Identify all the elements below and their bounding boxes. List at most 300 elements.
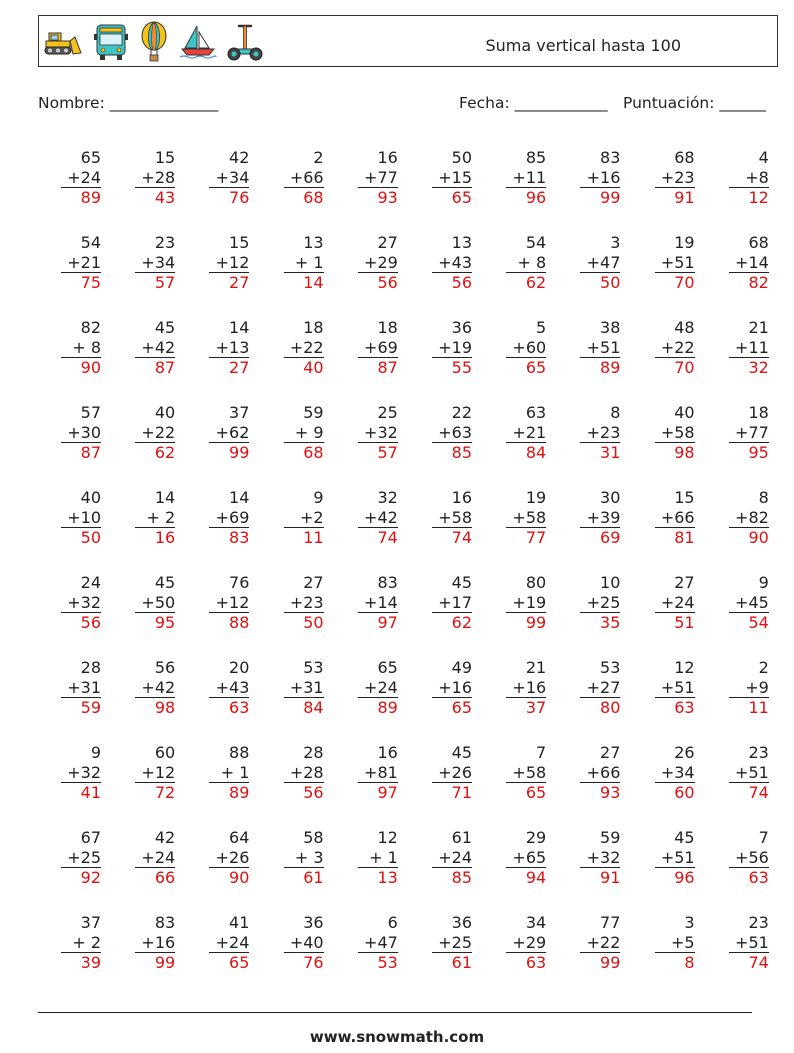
addend-top: 45 bbox=[154, 318, 176, 337]
addition-problem bbox=[358, 403, 398, 463]
addend-bottom: +30 bbox=[61, 423, 101, 444]
addend-top: 18 bbox=[303, 318, 324, 337]
addition-problem bbox=[135, 828, 175, 888]
addend-top: 57 bbox=[80, 403, 101, 422]
addend-bottom: +22 bbox=[655, 338, 695, 359]
answer: 60 bbox=[674, 783, 695, 802]
addend-top: 48 bbox=[674, 318, 695, 337]
addend-top: 65 bbox=[80, 148, 101, 167]
answer: 87 bbox=[80, 443, 101, 462]
addend-top: 27 bbox=[674, 573, 695, 592]
addend-bottom: +16 bbox=[506, 678, 546, 699]
addend-bottom: +25 bbox=[432, 933, 472, 954]
addend-top: 38 bbox=[600, 318, 621, 337]
addition-problem bbox=[284, 148, 324, 208]
addition-problem bbox=[61, 233, 101, 293]
answer: 62 bbox=[525, 273, 547, 292]
addend-top: 9 bbox=[90, 743, 101, 762]
addend-top: 23 bbox=[748, 913, 769, 932]
addend-top: 27 bbox=[600, 743, 621, 762]
answer: 12 bbox=[748, 188, 769, 207]
addend-top: 18 bbox=[748, 403, 769, 422]
addend-top: 36 bbox=[303, 913, 324, 932]
addend-top: 53 bbox=[303, 658, 324, 677]
addition-problem bbox=[580, 743, 620, 803]
addition-problem bbox=[729, 403, 769, 463]
addition-problem bbox=[580, 913, 620, 973]
answer: 35 bbox=[600, 613, 621, 632]
addend-bottom: +47 bbox=[358, 933, 398, 954]
addition-problem bbox=[580, 403, 620, 463]
addition-problem bbox=[61, 318, 101, 378]
addend-bottom: +28 bbox=[284, 763, 324, 784]
answer: 99 bbox=[600, 188, 621, 207]
addition-problem bbox=[432, 743, 472, 803]
addition-problem bbox=[284, 913, 324, 973]
name-field[interactable]: Nombre: ______________ bbox=[38, 94, 219, 112]
date-field[interactable]: Fecha: ____________ bbox=[459, 94, 608, 112]
sailboat-icon bbox=[179, 24, 217, 60]
addition-problem bbox=[284, 403, 324, 463]
addition-problem bbox=[432, 148, 472, 208]
addition-problem bbox=[61, 573, 101, 633]
addend-bottom: +19 bbox=[432, 338, 472, 359]
answer: 63 bbox=[229, 698, 250, 717]
answer: 99 bbox=[600, 953, 621, 972]
addend-top: 68 bbox=[748, 233, 769, 252]
addition-problem bbox=[729, 743, 769, 803]
addition-problem bbox=[284, 318, 324, 378]
addend-top: 14 bbox=[229, 488, 250, 507]
answer: 62 bbox=[451, 613, 472, 632]
answer: 72 bbox=[154, 783, 176, 802]
addend-top: 2 bbox=[313, 148, 324, 167]
addend-top: 67 bbox=[80, 828, 101, 847]
addition-problem bbox=[729, 828, 769, 888]
answer: 65 bbox=[451, 188, 472, 207]
answer: 63 bbox=[748, 868, 769, 887]
answer: 89 bbox=[600, 358, 621, 377]
addend-bottom: +24 bbox=[432, 848, 472, 869]
answer: 87 bbox=[377, 358, 398, 377]
answer: 74 bbox=[377, 528, 398, 547]
answer: 68 bbox=[303, 443, 324, 462]
addend-bottom: +16 bbox=[135, 933, 175, 954]
answer: 96 bbox=[525, 188, 547, 207]
addend-bottom: +23 bbox=[580, 423, 620, 444]
addition-problem bbox=[506, 573, 546, 633]
addend-top: 16 bbox=[377, 743, 398, 762]
addend-bottom: + 2 bbox=[61, 933, 101, 954]
addend-bottom: +62 bbox=[209, 423, 249, 444]
answer: 50 bbox=[80, 528, 101, 547]
addend-top: 34 bbox=[525, 913, 547, 932]
answer: 93 bbox=[600, 783, 621, 802]
answer: 90 bbox=[229, 868, 250, 887]
addition-problem bbox=[432, 318, 472, 378]
addend-bottom: + 8 bbox=[506, 253, 546, 274]
addend-top: 53 bbox=[600, 658, 621, 677]
answer: 40 bbox=[303, 358, 324, 377]
addition-problem bbox=[61, 488, 101, 548]
addend-bottom: +42 bbox=[135, 678, 175, 699]
addend-bottom: +12 bbox=[209, 253, 249, 274]
addend-top: 21 bbox=[525, 658, 547, 677]
addend-top: 10 bbox=[600, 573, 621, 592]
addend-bottom: +24 bbox=[655, 593, 695, 614]
addend-bottom: +15 bbox=[432, 168, 472, 189]
addition-problem bbox=[135, 233, 175, 293]
addend-bottom: +21 bbox=[506, 423, 546, 444]
addend-top: 22 bbox=[451, 403, 472, 422]
answer: 99 bbox=[154, 953, 176, 972]
addend-bottom: +31 bbox=[284, 678, 324, 699]
addend-bottom: +51 bbox=[655, 848, 695, 869]
addition-problem bbox=[135, 658, 175, 718]
addend-bottom: +69 bbox=[358, 338, 398, 359]
answer: 61 bbox=[451, 953, 472, 972]
addend-bottom: +24 bbox=[209, 933, 249, 954]
answer: 59 bbox=[80, 698, 101, 717]
answer: 99 bbox=[229, 443, 250, 462]
addend-top: 77 bbox=[600, 913, 621, 932]
addend-top: 18 bbox=[377, 318, 398, 337]
addend-bottom: +23 bbox=[284, 593, 324, 614]
addend-top: 14 bbox=[229, 318, 250, 337]
addition-problem bbox=[506, 148, 546, 208]
addend-top: 83 bbox=[600, 148, 621, 167]
addition-problem bbox=[655, 828, 695, 888]
addend-bottom: +31 bbox=[61, 678, 101, 699]
addend-bottom: +34 bbox=[135, 253, 175, 274]
addend-top: 12 bbox=[674, 658, 695, 677]
addend-top: 65 bbox=[377, 658, 398, 677]
addend-bottom: + 1 bbox=[209, 763, 249, 784]
answer: 71 bbox=[451, 783, 472, 802]
addend-bottom: +11 bbox=[729, 338, 769, 359]
addend-bottom: +45 bbox=[729, 593, 769, 614]
addition-problem bbox=[580, 573, 620, 633]
addend-bottom: +43 bbox=[432, 253, 472, 274]
addition-problem bbox=[729, 148, 769, 208]
addition-problem bbox=[209, 233, 249, 293]
addend-top: 23 bbox=[748, 743, 769, 762]
addition-problem bbox=[580, 148, 620, 208]
addend-top: 15 bbox=[154, 148, 176, 167]
addition-problem bbox=[135, 573, 175, 633]
addend-top: 4 bbox=[758, 148, 769, 167]
addend-top: 42 bbox=[154, 828, 176, 847]
addition-problem bbox=[580, 233, 620, 293]
answer: 74 bbox=[451, 528, 472, 547]
addend-top: 26 bbox=[674, 743, 695, 762]
addend-top: 45 bbox=[674, 828, 695, 847]
addend-bottom: +24 bbox=[358, 678, 398, 699]
addend-top: 15 bbox=[674, 488, 695, 507]
addend-bottom: +23 bbox=[655, 168, 695, 189]
addend-top: 58 bbox=[303, 828, 324, 847]
answer: 16 bbox=[154, 528, 176, 547]
answer: 98 bbox=[154, 698, 176, 717]
answer: 77 bbox=[525, 528, 547, 547]
answer: 13 bbox=[377, 868, 398, 887]
addition-problem bbox=[506, 233, 546, 293]
addend-top: 28 bbox=[303, 743, 324, 762]
addend-top: 56 bbox=[154, 658, 176, 677]
answer: 61 bbox=[303, 868, 324, 887]
addend-bottom: +82 bbox=[729, 508, 769, 529]
addend-bottom: +29 bbox=[358, 253, 398, 274]
answer: 68 bbox=[303, 188, 324, 207]
addend-bottom: +32 bbox=[358, 423, 398, 444]
addend-top: 13 bbox=[451, 233, 472, 252]
addend-bottom: +40 bbox=[284, 933, 324, 954]
answer: 80 bbox=[600, 698, 621, 717]
addition-problem bbox=[655, 233, 695, 293]
answer: 55 bbox=[451, 358, 472, 377]
addend-top: 24 bbox=[80, 573, 101, 592]
answer: 65 bbox=[525, 783, 547, 802]
addend-bottom: +13 bbox=[209, 338, 249, 359]
addend-bottom: +66 bbox=[284, 168, 324, 189]
answer: 57 bbox=[154, 273, 176, 292]
addend-top: 2 bbox=[758, 658, 769, 677]
addition-problem bbox=[580, 318, 620, 378]
addition-problem bbox=[655, 488, 695, 548]
addition-problem bbox=[209, 743, 249, 803]
addend-bottom: +12 bbox=[135, 763, 175, 784]
addend-top: 45 bbox=[154, 573, 176, 592]
addend-bottom: +19 bbox=[506, 593, 546, 614]
addition-problem bbox=[506, 743, 546, 803]
addend-bottom: +11 bbox=[506, 168, 546, 189]
addend-top: 36 bbox=[451, 318, 472, 337]
addition-problem bbox=[358, 233, 398, 293]
addend-top: 68 bbox=[674, 148, 695, 167]
addend-top: 25 bbox=[377, 403, 398, 422]
addition-problem bbox=[284, 828, 324, 888]
addend-top: 80 bbox=[525, 573, 547, 592]
answer: 91 bbox=[674, 188, 695, 207]
addend-bottom: +51 bbox=[655, 253, 695, 274]
answer: 89 bbox=[377, 698, 398, 717]
answer: 82 bbox=[748, 273, 769, 292]
addend-bottom: +27 bbox=[580, 678, 620, 699]
answer: 65 bbox=[229, 953, 250, 972]
answer: 83 bbox=[229, 528, 250, 547]
addition-problem bbox=[506, 318, 546, 378]
answer: 89 bbox=[229, 783, 250, 802]
header-box bbox=[38, 15, 778, 67]
addition-problem bbox=[358, 743, 398, 803]
addition-problem bbox=[61, 148, 101, 208]
addend-bottom: +50 bbox=[135, 593, 175, 614]
answer: 63 bbox=[674, 698, 695, 717]
answer: 96 bbox=[674, 868, 695, 887]
answer: 76 bbox=[229, 188, 250, 207]
addition-problem bbox=[284, 658, 324, 718]
score-field[interactable]: Puntuación: ______ bbox=[623, 94, 766, 112]
addition-problem bbox=[729, 233, 769, 293]
addend-top: 9 bbox=[758, 573, 769, 592]
addend-bottom: +26 bbox=[209, 848, 249, 869]
addend-bottom: +56 bbox=[729, 848, 769, 869]
addend-top: 14 bbox=[154, 488, 176, 507]
answer: 37 bbox=[525, 698, 547, 717]
addition-problem bbox=[580, 658, 620, 718]
addend-bottom: +51 bbox=[655, 678, 695, 699]
addend-top: 21 bbox=[748, 318, 769, 337]
addend-top: 27 bbox=[377, 233, 398, 252]
addend-top: 41 bbox=[229, 913, 250, 932]
answer: 32 bbox=[748, 358, 769, 377]
addend-bottom: +2 bbox=[284, 508, 324, 529]
addend-top: 83 bbox=[377, 573, 398, 592]
addend-top: 15 bbox=[229, 233, 250, 252]
answer: 41 bbox=[80, 783, 101, 802]
addition-problem bbox=[135, 403, 175, 463]
footer-divider bbox=[38, 1012, 752, 1013]
answer: 54 bbox=[748, 613, 769, 632]
addition-problem bbox=[358, 488, 398, 548]
answer: 65 bbox=[451, 698, 472, 717]
addend-top: 82 bbox=[80, 318, 101, 337]
addend-bottom: +42 bbox=[358, 508, 398, 529]
answer: 27 bbox=[229, 273, 250, 292]
addition-problem bbox=[358, 828, 398, 888]
addend-bottom: +77 bbox=[729, 423, 769, 444]
answer: 95 bbox=[748, 443, 769, 462]
addend-bottom: +58 bbox=[655, 423, 695, 444]
addition-problem bbox=[284, 233, 324, 293]
addend-top: 8 bbox=[758, 488, 769, 507]
footer-website: www.snowmath.com bbox=[309, 1028, 485, 1046]
addend-bottom: +14 bbox=[358, 593, 398, 614]
answer: 39 bbox=[80, 953, 101, 972]
addend-bottom: +39 bbox=[580, 508, 620, 529]
addend-bottom: +26 bbox=[432, 763, 472, 784]
answer: 56 bbox=[80, 613, 101, 632]
addend-top: 54 bbox=[80, 233, 101, 252]
answer: 57 bbox=[377, 443, 398, 462]
addition-problem bbox=[284, 743, 324, 803]
addition-problem bbox=[135, 488, 175, 548]
addend-top: 49 bbox=[451, 658, 472, 677]
answer: 84 bbox=[525, 443, 547, 462]
addend-bottom: +22 bbox=[284, 338, 324, 359]
addition-problem bbox=[729, 573, 769, 633]
addition-problem bbox=[432, 403, 472, 463]
addition-problem bbox=[135, 743, 175, 803]
addition-problem bbox=[655, 743, 695, 803]
addend-bottom: +32 bbox=[580, 848, 620, 869]
addition-problem bbox=[432, 913, 472, 973]
addend-bottom: +5 bbox=[655, 933, 695, 954]
addend-top: 3 bbox=[684, 913, 695, 932]
answer: 90 bbox=[80, 358, 101, 377]
addend-bottom: +10 bbox=[61, 508, 101, 529]
answer: 66 bbox=[154, 868, 176, 887]
addition-problem bbox=[729, 318, 769, 378]
answer: 50 bbox=[600, 273, 621, 292]
answer: 70 bbox=[674, 358, 695, 377]
answer: 75 bbox=[80, 273, 101, 292]
answer: 81 bbox=[674, 528, 695, 547]
addend-top: 6 bbox=[387, 913, 398, 932]
addend-bottom: + 1 bbox=[358, 848, 398, 869]
addend-top: 16 bbox=[451, 488, 472, 507]
answer: 8 bbox=[684, 953, 695, 972]
addition-problem bbox=[506, 403, 546, 463]
answer: 94 bbox=[525, 868, 547, 887]
addend-bottom: +29 bbox=[506, 933, 546, 954]
addend-top: 19 bbox=[525, 488, 547, 507]
addition-problem bbox=[655, 403, 695, 463]
addition-problem bbox=[729, 658, 769, 718]
addition-problem bbox=[432, 233, 472, 293]
answer: 43 bbox=[154, 188, 176, 207]
addition-problem bbox=[209, 148, 249, 208]
answer: 31 bbox=[600, 443, 621, 462]
addition-problem bbox=[432, 488, 472, 548]
addend-bottom: +58 bbox=[432, 508, 472, 529]
addition-problem bbox=[209, 318, 249, 378]
addition-problem bbox=[358, 658, 398, 718]
addition-problem bbox=[506, 488, 546, 548]
addend-top: 7 bbox=[758, 828, 769, 847]
addend-top: 12 bbox=[377, 828, 398, 847]
addition-problem bbox=[284, 573, 324, 633]
addend-top: 29 bbox=[525, 828, 547, 847]
addition-problem bbox=[729, 488, 769, 548]
addend-top: 40 bbox=[80, 488, 101, 507]
addend-bottom: + 3 bbox=[284, 848, 324, 869]
answer: 51 bbox=[674, 613, 695, 632]
addend-top: 40 bbox=[154, 403, 176, 422]
addend-bottom: + 1 bbox=[284, 253, 324, 274]
addend-bottom: + 2 bbox=[135, 508, 175, 529]
addend-bottom: +51 bbox=[580, 338, 620, 359]
addend-bottom: +60 bbox=[506, 338, 546, 359]
answer: 85 bbox=[451, 443, 472, 462]
answer: 14 bbox=[303, 273, 324, 292]
addition-problem bbox=[655, 318, 695, 378]
addend-bottom: +32 bbox=[61, 593, 101, 614]
answer: 85 bbox=[451, 868, 472, 887]
addend-bottom: +28 bbox=[135, 168, 175, 189]
addition-problem bbox=[209, 658, 249, 718]
answer: 76 bbox=[303, 953, 324, 972]
answer: 56 bbox=[377, 273, 398, 292]
addend-top: 13 bbox=[303, 233, 324, 252]
answer: 97 bbox=[377, 783, 398, 802]
addend-bottom: +81 bbox=[358, 763, 398, 784]
addend-bottom: +12 bbox=[209, 593, 249, 614]
addition-problem bbox=[729, 913, 769, 973]
worksheet-title: Suma vertical hasta 100 bbox=[485, 36, 681, 55]
answer: 74 bbox=[748, 953, 769, 972]
answer: 91 bbox=[600, 868, 621, 887]
addend-top: 37 bbox=[80, 913, 101, 932]
addend-bottom: +16 bbox=[580, 168, 620, 189]
addend-top: 59 bbox=[303, 403, 324, 422]
answer: 70 bbox=[674, 273, 695, 292]
addition-problem bbox=[358, 913, 398, 973]
scooter-icon bbox=[227, 21, 263, 63]
addend-bottom: +66 bbox=[655, 508, 695, 529]
addend-bottom: +32 bbox=[61, 763, 101, 784]
answer: 98 bbox=[674, 443, 695, 462]
